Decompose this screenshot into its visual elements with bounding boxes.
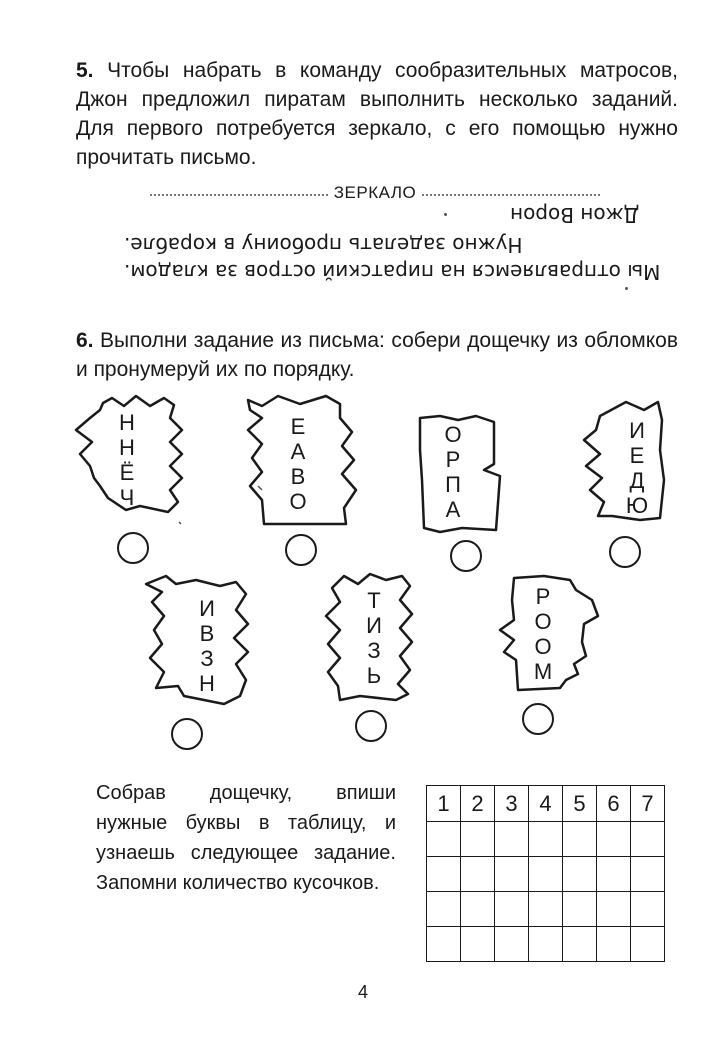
- table-row: [427, 822, 665, 857]
- piece-7-letter: М: [533, 659, 553, 684]
- piece-4-letter: Ю: [625, 493, 649, 518]
- board-piece-6-letters: [359, 588, 389, 688]
- speck: [444, 213, 447, 216]
- table-header-cell: 5: [563, 786, 597, 822]
- piece-7-letter: Р: [535, 584, 551, 609]
- dotted-line-right: [422, 194, 600, 196]
- piece-6-letter: И: [366, 613, 382, 638]
- piece-6-letter: Ь: [366, 663, 382, 688]
- answer-circle-piece-3[interactable]: [450, 540, 482, 572]
- piece-2-letter: Е: [290, 414, 306, 439]
- table-cell[interactable]: [461, 822, 495, 857]
- table-cell[interactable]: [597, 927, 631, 962]
- table-header-cell: 4: [529, 786, 563, 822]
- board-piece-7-letters: [528, 584, 558, 684]
- table-cell[interactable]: [597, 822, 631, 857]
- speck: [625, 287, 628, 290]
- piece-1-letter: Ё: [119, 460, 135, 485]
- table-cell[interactable]: [529, 927, 563, 962]
- table-cell[interactable]: [563, 822, 597, 857]
- piece-3-letter: А: [445, 497, 461, 522]
- table-cell[interactable]: [563, 927, 597, 962]
- answer-circle-piece-2[interactable]: [285, 534, 317, 566]
- answer-circle-piece-5[interactable]: [171, 718, 203, 750]
- piece-4-letter: Е: [629, 443, 645, 468]
- task-6-text: Выполни задание из письма: собери дощечку из обломков и пронумеруй их по порядку.: [76, 329, 678, 381]
- table-cell[interactable]: [631, 927, 665, 962]
- piece-7-letter: О: [534, 609, 552, 634]
- table-cell[interactable]: [631, 822, 665, 857]
- piece-5-letter: В: [199, 621, 215, 646]
- dotted-line-left: [150, 194, 328, 196]
- piece-2-letter: В: [290, 464, 306, 489]
- table-cell[interactable]: [495, 857, 529, 892]
- table-header-cell: 2: [461, 786, 495, 822]
- piece-1-letter: Н: [119, 410, 135, 435]
- piece-4-letter: И: [629, 418, 645, 443]
- answer-circle-piece-1[interactable]: [117, 532, 149, 564]
- task-5-number: 5.: [76, 59, 94, 82]
- piece-1-letter: Н: [119, 435, 135, 460]
- board-piece-2-letters: [283, 414, 313, 514]
- collect-instruction: Собрав дощечку, впиши нужные буквы в таблицу, и узнаешь следующее задание. Запомни количество кусочков.: [96, 782, 396, 894]
- table-cell[interactable]: [631, 892, 665, 927]
- table-cell[interactable]: [631, 857, 665, 892]
- table-cell[interactable]: [461, 857, 495, 892]
- answer-circle-piece-6[interactable]: [355, 710, 387, 742]
- board-piece-4-letters: [622, 418, 652, 518]
- mirrored-line-2: Мы отправляемся на пиратский остров за кладом.: [124, 260, 661, 284]
- table-header-cell: 7: [631, 786, 665, 822]
- piece-4-letter: Д: [629, 468, 645, 493]
- table-row: [427, 857, 665, 892]
- table-cell[interactable]: [427, 927, 461, 962]
- task-6-number: 6.: [76, 329, 94, 352]
- page-number: 4: [357, 982, 368, 1002]
- task-5: [76, 56, 678, 172]
- board-piece-5-letters: [192, 596, 222, 696]
- task-6: [76, 326, 678, 384]
- table-cell[interactable]: [563, 892, 597, 927]
- table-cell[interactable]: [495, 892, 529, 927]
- piece-3-letter: О: [444, 422, 462, 447]
- table-header-cell: 1: [427, 786, 461, 822]
- task-5-text: Чтобы набрать в команду сообразительных матросов, Джон предложил пиратам выполнить несколько заданий. Для первого потребуется зеркало, с его помощью нужно прочитать письмо.: [76, 59, 678, 169]
- table-row: [427, 892, 665, 927]
- piece-5-letter: Н: [199, 671, 215, 696]
- piece-5-letter: З: [200, 646, 214, 671]
- table-cell[interactable]: [597, 892, 631, 927]
- piece-6-letter: Т: [367, 588, 381, 613]
- answer-circle-piece-7[interactable]: [522, 703, 554, 735]
- table-cell[interactable]: [461, 892, 495, 927]
- piece-1-letter: Ч: [119, 485, 135, 510]
- pen-tick: [179, 522, 181, 524]
- piece-3-letter: Р: [445, 447, 461, 472]
- board-pieces-drawing: [0, 390, 726, 750]
- table-cell[interactable]: [461, 927, 495, 962]
- answer-circle-piece-4[interactable]: [609, 536, 641, 568]
- mirrored-line-1: Нужно заделать пробоину в корабле.: [124, 233, 523, 257]
- table-cell[interactable]: [427, 892, 461, 927]
- board-piece-1-letters: [112, 410, 142, 510]
- answer-table: [426, 785, 665, 962]
- piece-5-letter: И: [199, 596, 215, 621]
- piece-6-letter: З: [367, 638, 381, 663]
- table-row: [427, 927, 665, 962]
- table-cell[interactable]: [563, 857, 597, 892]
- board-piece-3-letters: [438, 422, 468, 522]
- table-cell[interactable]: [529, 822, 563, 857]
- table-cell[interactable]: [495, 822, 529, 857]
- mirror-label: ЗЕРКАЛО: [333, 183, 417, 202]
- table-cell[interactable]: [495, 927, 529, 962]
- piece-2-letter: А: [290, 439, 306, 464]
- table-header-cell: 3: [495, 786, 529, 822]
- piece-3-letter: П: [445, 472, 461, 497]
- table-cell[interactable]: [427, 822, 461, 857]
- table-cell[interactable]: [427, 857, 461, 892]
- piece-7-letter: О: [534, 634, 552, 659]
- piece-2-letter: О: [289, 489, 307, 514]
- mirrored-signature: Джон Ворон: [510, 203, 640, 227]
- table-header-row: [427, 786, 665, 822]
- table-cell[interactable]: [597, 857, 631, 892]
- table-cell[interactable]: [529, 857, 563, 892]
- table-header-cell: 6: [597, 786, 631, 822]
- table-cell[interactable]: [529, 892, 563, 927]
